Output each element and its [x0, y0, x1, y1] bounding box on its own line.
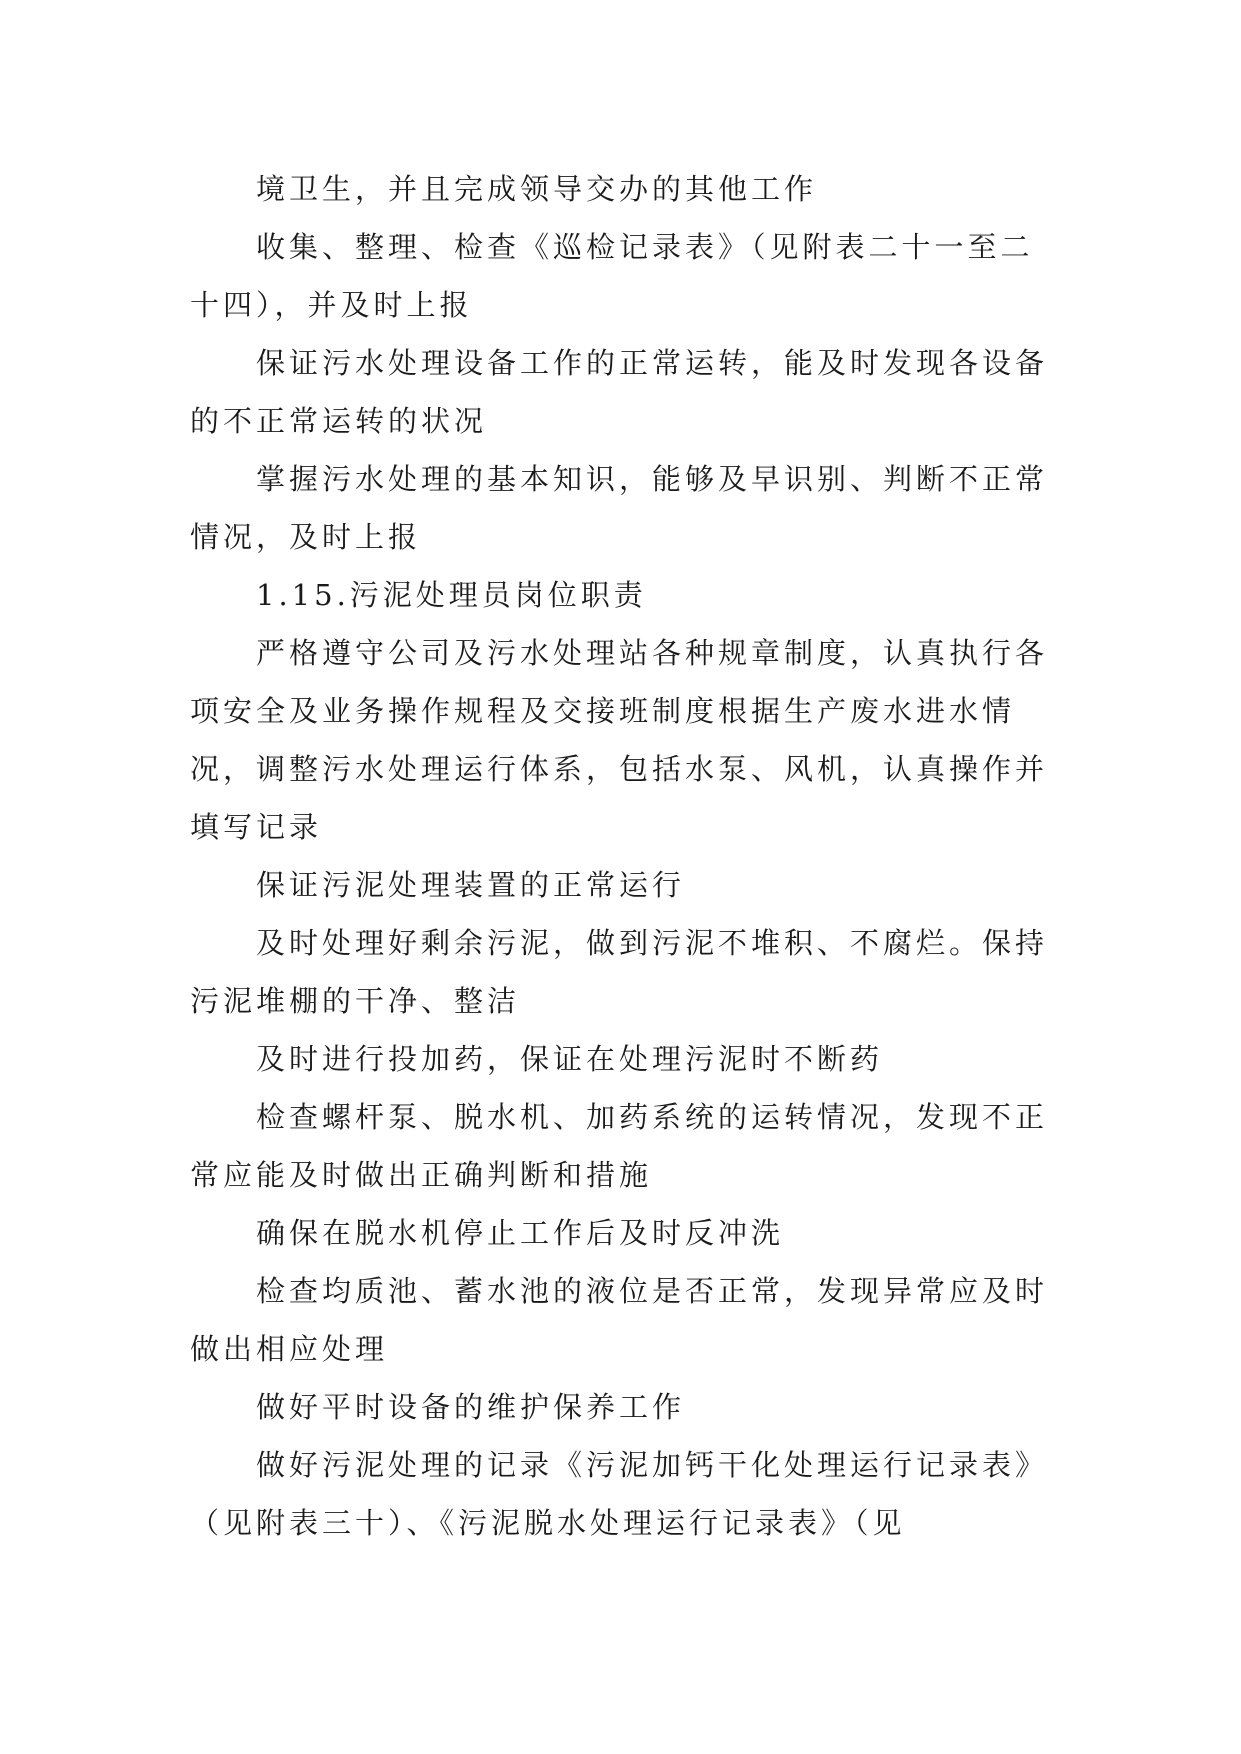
paragraph-10: 检查螺杆泵、脱水机、加药系统的运转情况，发现不正常应能及时做出正确判断和措施	[190, 1100, 1049, 1192]
paragraph-2: 收集、整理、检查《巡检记录表》（见附表二十一至二十四），并及时上报	[190, 230, 1034, 322]
paragraph-3: 保证污水处理设备工作的正常运转，能及时发现各设备的不正常运转的状况	[190, 346, 1049, 438]
document-body	[190, 160, 1054, 1552]
paragraph-8: 及时处理好剩余污泥，做到污泥不堆积、不腐烂。保持污泥堆棚的干净、整洁	[190, 926, 1049, 1018]
paragraph-1: 境卫生，并且完成领导交办的其他工作	[256, 172, 818, 206]
section-heading: 1.15.污泥处理员岗位职责	[256, 578, 647, 612]
paragraph-14: 做好污泥处理的记录《污泥加钙干化处理运行记录表》（见附表三十）、《污泥脱水处理运行记录表》（见	[190, 1448, 1049, 1540]
paragraph-7: 保证污泥处理装置的正常运行	[256, 868, 686, 902]
paragraph-4: 掌握污水处理的基本知识，能够及早识别、判断不正常情况，及时上报	[190, 462, 1049, 554]
paragraph-6: 严格遵守公司及污水处理站各种规章制度，认真执行各项安全及业务操作规程及交接班制度根据生产废水进水情况，调整污水处理运行体系，包括水泵、风机，认真操作并填写记录	[190, 636, 1049, 844]
paragraph-12: 检查均质池、蓄水池的液位是否正常，发现异常应及时做出相应处理	[190, 1274, 1049, 1366]
paragraph-11: 确保在脱水机停止工作后及时反冲洗	[256, 1216, 785, 1250]
paragraph-13: 做好平时设备的维护保养工作	[256, 1390, 686, 1424]
paragraph-9: 及时进行投加药，保证在处理污泥时不断药	[256, 1042, 884, 1076]
